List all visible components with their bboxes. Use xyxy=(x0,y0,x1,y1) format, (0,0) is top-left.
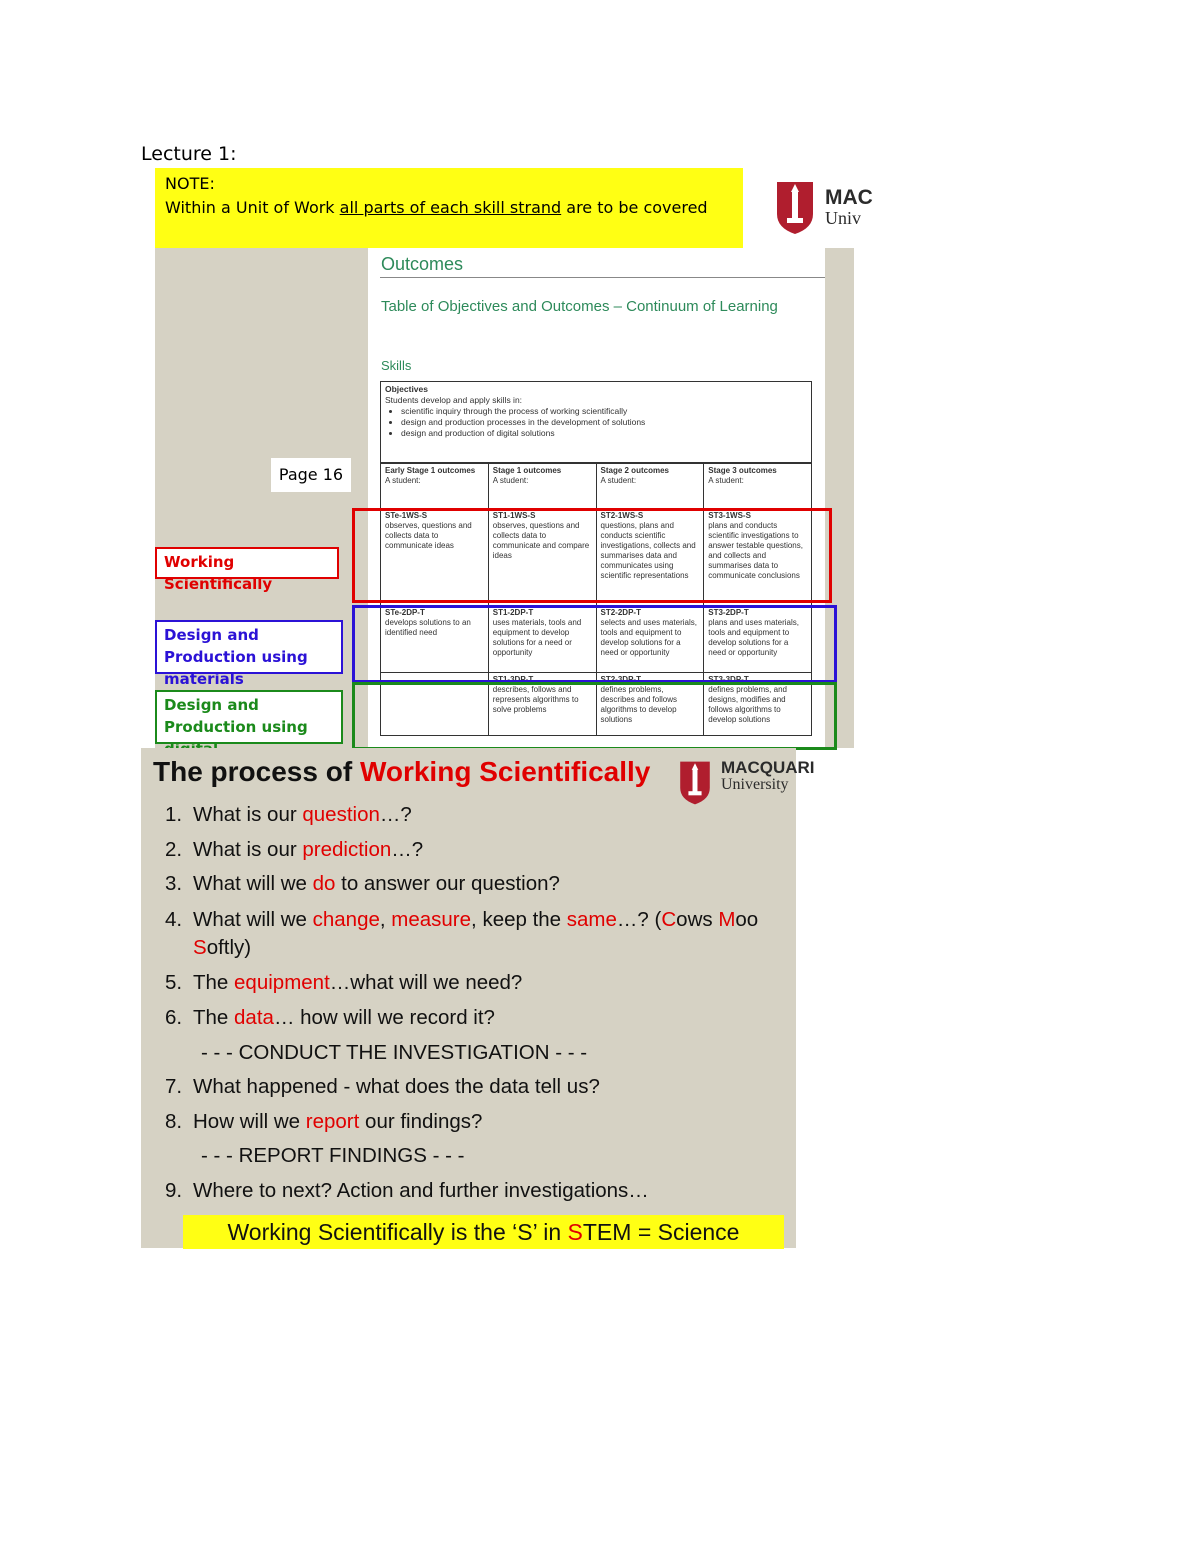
page-reference: Page 16 xyxy=(271,458,351,492)
process-slide xyxy=(141,748,815,1248)
table-cell: ST1-2DP-T uses materials, tools and equipment to develop solutions for a need or opportunity xyxy=(488,606,596,673)
header-cell: Stage 3 outcomes A student: xyxy=(704,464,812,509)
list-item: 6. The data… how will we record it? xyxy=(165,1005,495,1029)
doc-heading: Outcomes xyxy=(381,254,464,274)
logo-name: MAC xyxy=(825,186,873,209)
list-item: 2. What is our prediction…? xyxy=(165,837,424,861)
phase-divider: - - - REPORT FINDINGS - - - xyxy=(201,1144,465,1168)
list-item: 5. The equipment…what will we need? xyxy=(165,971,523,995)
highlight-design-digital xyxy=(352,682,837,750)
label-working-scientifically: Working Scientifically xyxy=(155,547,339,579)
slide-title: The process of Working Scientifically xyxy=(153,756,651,787)
objective-item: • design and production processes in the development of solutions xyxy=(401,417,807,428)
objectives-title: Objectives xyxy=(385,384,428,394)
table-cell: ST3-1WS-S plans and conducts scientific investigations to answer testable questions, and collects and summarises data to communicate conclusions xyxy=(704,509,812,606)
objectives-intro: Students develop and apply skills in: xyxy=(385,395,523,405)
list-item: 8. How will we report our findings? xyxy=(165,1109,483,1133)
doc-section: Skills xyxy=(381,358,412,373)
list-item: 3. What will we do to answer our question? xyxy=(165,872,560,896)
crest-icon xyxy=(677,760,713,806)
table-cell: ST2-1WS-S questions, plans and conducts scientific investigations, collects and summarises data and communicates using scientific representations xyxy=(596,509,704,606)
objective-item: • design and production of digital solutions xyxy=(401,428,807,439)
highlight-design-materials xyxy=(352,605,837,683)
note-label: NOTE: xyxy=(165,174,215,193)
table-cell: ST3-2DP-T plans and uses materials, tools and equipment to develop solutions for a need or opportunity xyxy=(704,606,812,673)
table-cell: ST3-3DP-T defines problems, and designs, modifies and follows algorithms to develop solutions xyxy=(704,673,812,736)
header-cell: Stage 1 outcomes A student: xyxy=(488,464,596,509)
macquarie-logo xyxy=(775,178,873,238)
macquarie-logo xyxy=(677,756,815,806)
note-box xyxy=(155,168,743,248)
table-cell: STe-2DP-T develops solutions to an identified need xyxy=(381,606,489,673)
objective-item: • scientific inquiry through the process of working scientifically xyxy=(401,406,807,417)
phase-divider: - - - CONDUCT THE INVESTIGATION - - - xyxy=(201,1040,588,1064)
label-design-digital: Design and Production using xyxy=(155,690,343,744)
list-item: 4. What will we change, measure, keep the same…? (Cows Moo Softly) xyxy=(165,907,759,959)
objectives-list xyxy=(385,406,807,439)
crest-icon xyxy=(775,180,815,236)
header-cell: Early Stage 1 outcomes A student: xyxy=(381,464,489,509)
table-cell: ST1-3DP-T describes, follows and represents algorithms to solve problems xyxy=(488,673,596,736)
note-text: Within a Unit of Work all parts of each skill strand are to be covered xyxy=(165,198,708,217)
table-cell: ST1-1WS-S observes, questions and collects data to communicate and compare ideas xyxy=(488,509,596,606)
table-cell: ST2-3DP-T defines problems, describes and follows algorithms to develop solutions xyxy=(596,673,704,736)
stem-banner: Working Scientifically is the ‘S’ in STEM = Science xyxy=(183,1215,784,1249)
steps-list xyxy=(165,802,775,1213)
divider xyxy=(380,277,825,278)
highlight-working-scientifically xyxy=(352,508,832,603)
objectives-box xyxy=(380,381,812,463)
list-item: 9. Where to next? Action and further investigations… xyxy=(165,1178,649,1202)
doc-subheading: Table of Objectives and Outcomes – Continuum of Learning xyxy=(381,298,778,315)
table-cell: STe-1WS-S observes, questions and collects data to communicate ideas xyxy=(381,509,489,606)
logo-subname: University xyxy=(721,776,789,793)
label-design-materials: Design and Production using materials xyxy=(155,620,343,674)
table-header-row xyxy=(381,464,812,509)
logo-name: MACQUARI xyxy=(721,758,815,777)
lecture-heading: Lecture 1: xyxy=(141,143,237,165)
table-cell: ST2-2DP-T selects and uses materials, tools and equipment to develop solutions for a need or opportunity xyxy=(596,606,704,673)
outcomes-slide xyxy=(155,168,873,748)
list-item: 7. What happened - what does the data tell us? xyxy=(165,1075,600,1099)
list-item: 1. What is our question…? xyxy=(165,803,412,826)
header-cell: Stage 2 outcomes A student: xyxy=(596,464,704,509)
logo-subname: Univ xyxy=(825,208,861,228)
